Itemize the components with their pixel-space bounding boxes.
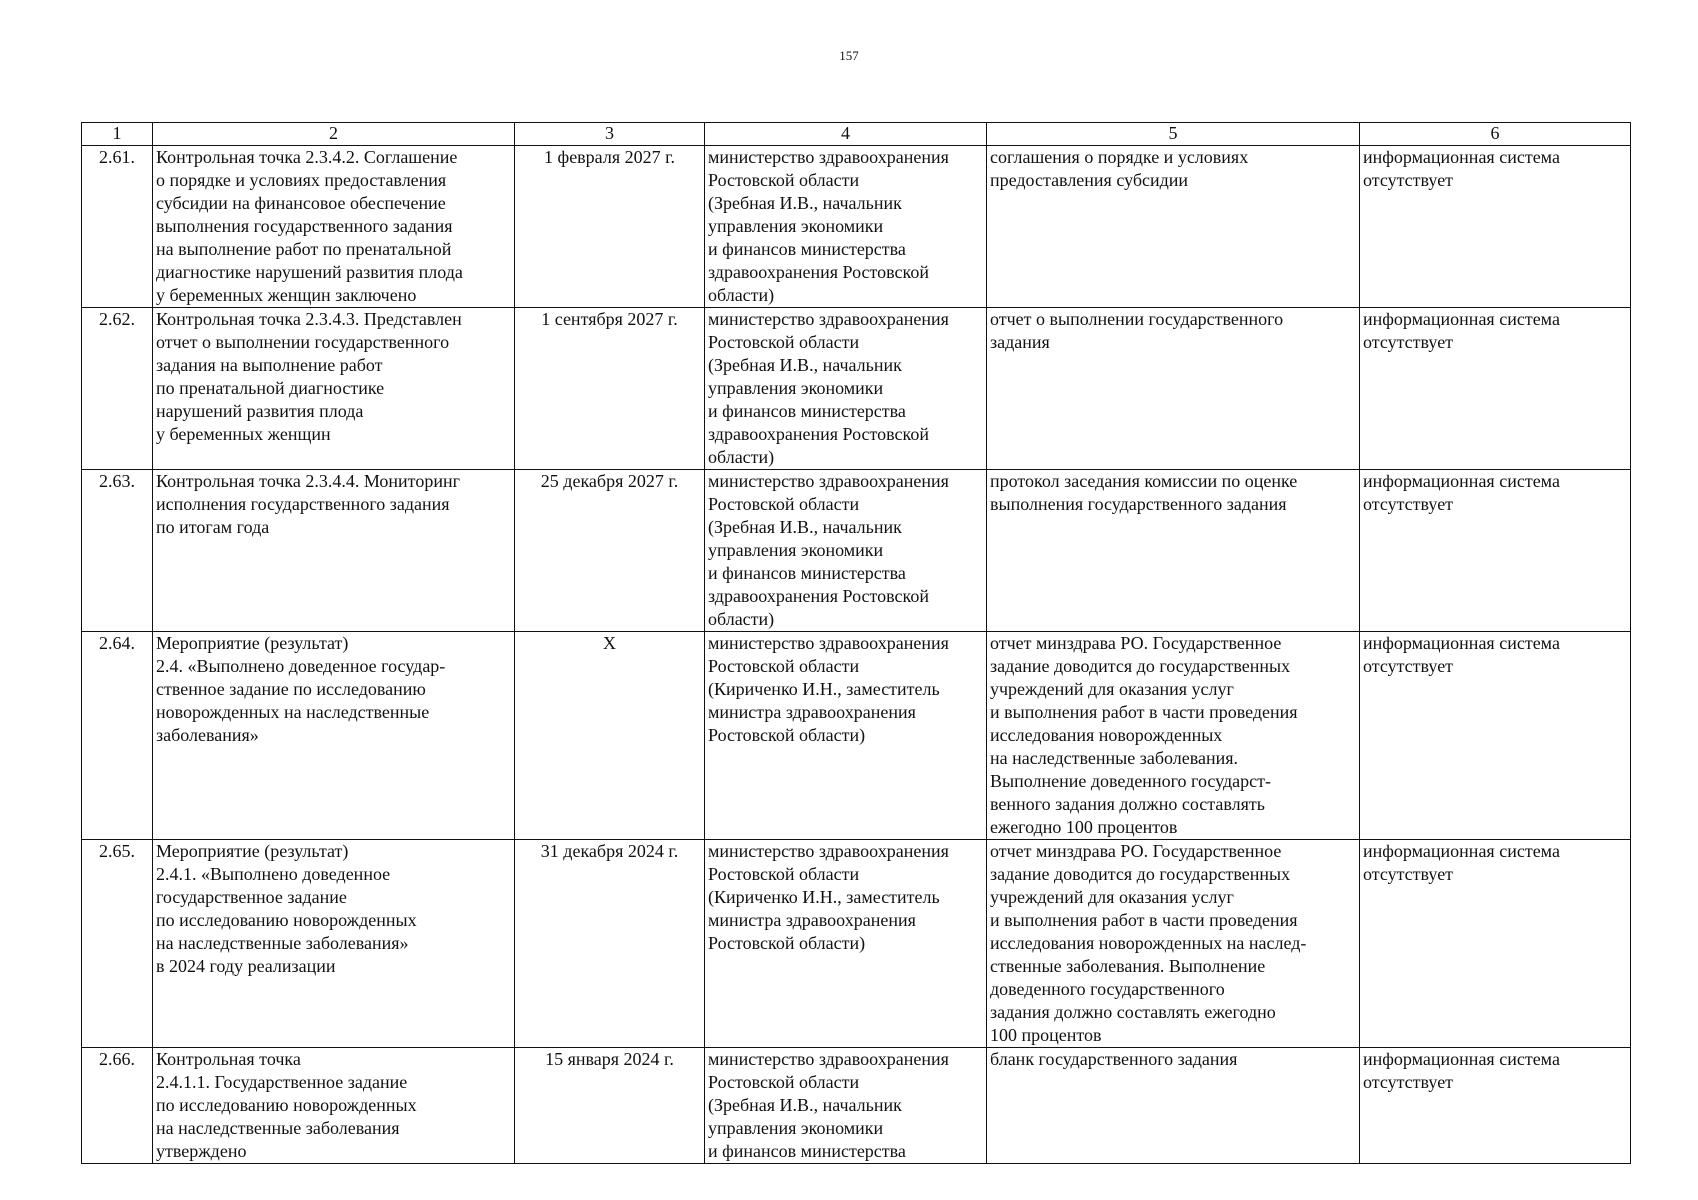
responsible: министерство здравоохранения Ростовской области (Зребная И.В., начальник управления экономики и финансов министерства здравоохранения Ростовской области) [705,146,987,308]
responsible: министерство здравоохранения Ростовской области (Кириченко И.Н., заместитель министра здравоохранения Ростовской области) [705,632,987,840]
row-number: 2.64. [82,632,153,840]
document: отчет о выполнении государственного задания [987,308,1360,470]
column-header-3: 3 [515,123,705,146]
table-row [82,632,1631,840]
info-system: информационная система отсутствует [1360,308,1631,470]
info-system: информационная система отсутствует [1360,632,1631,840]
document: отчет минздрава РО. Государственное задание доводится до государственных учреждений для оказания услуг и выполнения работ в части проведения исследования новорожденных на наследственные заболевания. Выполнение доведенного государст- венного задания должно составлять ежегодно 100 процентов [987,632,1360,840]
column-header-2: 2 [153,123,515,146]
info-system: информационная система отсутствует [1360,470,1631,632]
measure-name: Контрольная точка 2.3.4.4. Мониторинг исполнения государственного задания по итогам года [153,470,515,632]
measure-name: Контрольная точка 2.4.1.1. Государственное задание по исследованию новорожденных на наследственные заболевания утверждено [153,1048,515,1164]
responsible: министерство здравоохранения Ростовской области (Зребная И.В., начальник управления экономики и финансов министерства здравоохранения Ростовской области) [705,470,987,632]
plan-table [81,122,1631,1164]
column-header-6: 6 [1360,123,1631,146]
deadline: 1 сентября 2027 г. [515,308,705,470]
deadline: X [515,632,705,840]
document: бланк государственного задания [987,1048,1360,1164]
info-system: информационная система отсутствует [1360,840,1631,1048]
table-row [82,308,1631,470]
row-number: 2.63. [82,470,153,632]
table-row [82,470,1631,632]
row-number: 2.61. [82,146,153,308]
deadline: 25 декабря 2027 г. [515,470,705,632]
table-row [82,146,1631,308]
deadline: 1 февраля 2027 г. [515,146,705,308]
document: протокол заседания комиссии по оценке выполнения государственного задания [987,470,1360,632]
table-row [82,840,1631,1048]
table-row [82,1048,1631,1164]
info-system: информационная система отсутствует [1360,1048,1631,1164]
deadline: 31 декабря 2024 г. [515,840,705,1048]
measure-name: Контрольная точка 2.3.4.3. Представлен отчет о выполнении государственного задания на выполнение работ по пренатальной диагностике нарушений развития плода у беременных женщин [153,308,515,470]
measure-name: Контрольная точка 2.3.4.2. Соглашение о порядке и условиях предоставления субсидии на финансовое обеспечение выполнения государственного задания на выполнение работ по пренатальной диагностике нарушений развития плода у беременных женщин заключено [153,146,515,308]
row-number: 2.66. [82,1048,153,1164]
column-header-1: 1 [82,123,153,146]
document: отчет минздрава РО. Государственное задание доводится до государственных учреждений для оказания услуг и выполнения работ в части проведения исследования новорожденных на наслед- ственные заболевания. Выполнение доведенного государственного задания должно составлять ежегодно 100 процентов [987,840,1360,1048]
responsible: министерство здравоохранения Ростовской области (Кириченко И.Н., заместитель министра здравоохранения Ростовской области) [705,840,987,1048]
responsible: министерство здравоохранения Ростовской области (Зребная И.В., начальник управления экономики и финансов министерства [705,1048,987,1164]
info-system: информационная система отсутствует [1360,146,1631,308]
column-header-4: 4 [705,123,987,146]
row-number: 2.65. [82,840,153,1048]
row-number: 2.62. [82,308,153,470]
measure-name: Мероприятие (результат) 2.4. «Выполнено доведенное госудаp- ственное задание по исследованию новорожденных на наследственные заболевания» [153,632,515,840]
header-row [82,123,1631,146]
measure-name: Мероприятие (результат) 2.4.1. «Выполнено доведенное государственное задание по исследованию новорожденных на наследственные заболевания» в 2024 году реализации [153,840,515,1048]
deadline: 15 января 2024 г. [515,1048,705,1164]
responsible: министерство здравоохранения Ростовской области (Зребная И.В., начальник управления экономики и финансов министерства здравоохранения Ростовской области) [705,308,987,470]
document: соглашения о порядке и условиях предоставления субсидии [987,146,1360,308]
page-number: 157 [839,48,859,63]
column-header-5: 5 [987,123,1360,146]
